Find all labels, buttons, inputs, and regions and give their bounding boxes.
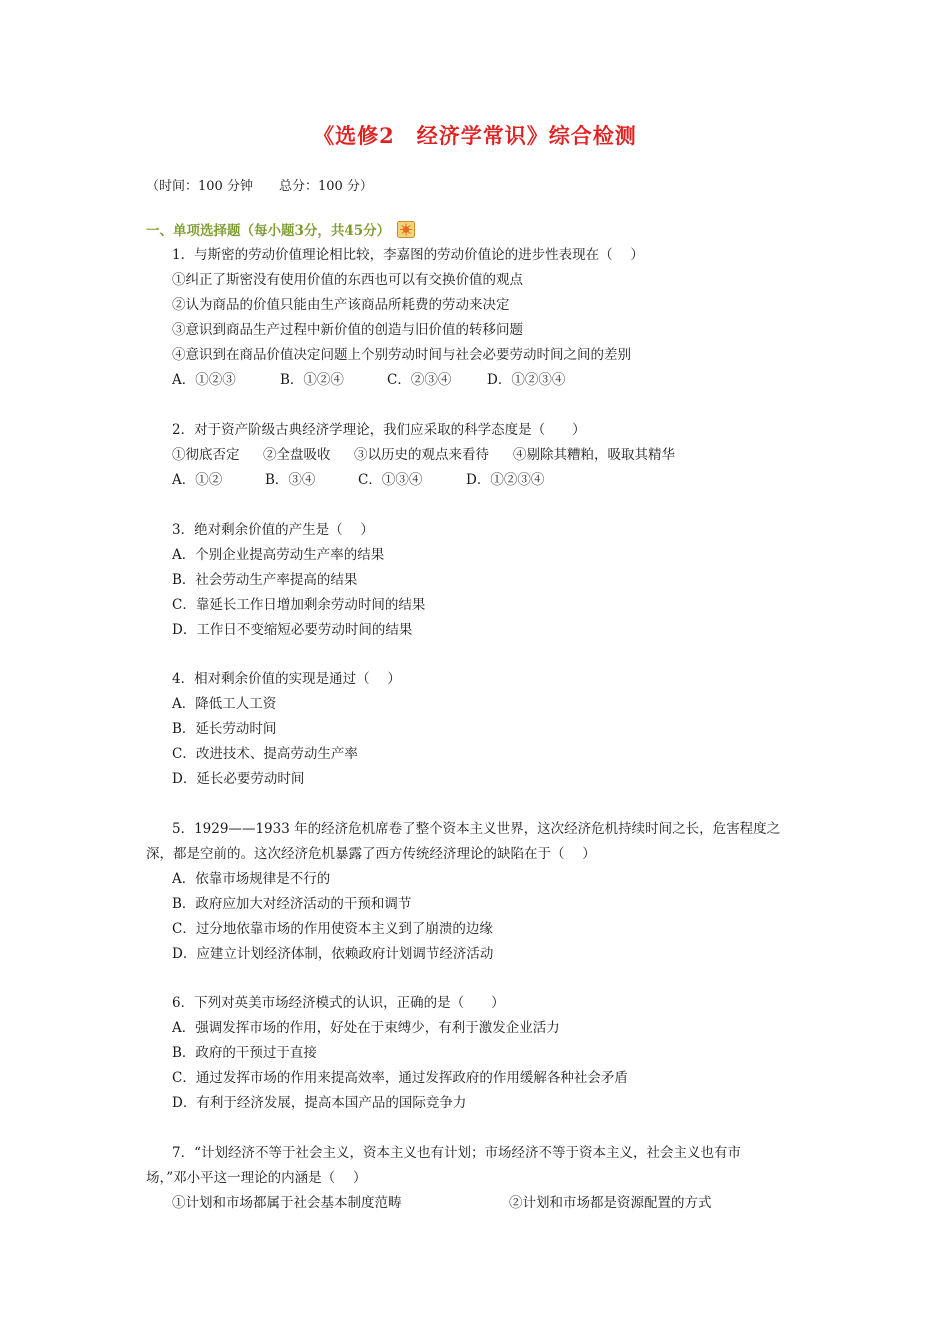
q1-options bbox=[172, 371, 565, 389]
q6-stem: 6．下列对英美市场经济模式的认识，正确的是（ ） bbox=[172, 995, 505, 1011]
q1-item: ③意识到商品生产过程中新价值的创造与旧价值的转移问题 bbox=[172, 322, 523, 338]
option-label: D．①②③④ bbox=[487, 372, 566, 388]
option-label: D．①②③④ bbox=[466, 472, 545, 488]
sparkle-badge-icon bbox=[397, 221, 415, 238]
q1-item: ①纠正了斯密没有使用价值的东西也可以有交换价值的观点 bbox=[172, 272, 523, 288]
option-label: D．延长必要劳动时间 bbox=[172, 771, 305, 787]
option-label: C．过分地依靠市场的作用使资本主义到了崩溃的边缘 bbox=[172, 921, 493, 937]
q7-item: ②计划和市场都是资源配置的方式 bbox=[509, 1195, 712, 1211]
q2-item: ③以历史的观点来看待 bbox=[354, 447, 489, 463]
q7-stem-cont: 场，”邓小平这一理论的内涵是（ ） bbox=[146, 1170, 367, 1186]
q7-stem: 7．“计划经济不等于社会主义，资本主义也有计划；市场经济不等于资本主义，社会主义也有市 bbox=[172, 1145, 741, 1161]
q1-item: ②认为商品的价值只能由生产该商品所耗费的劳动来决定 bbox=[172, 297, 510, 313]
option-label: B．政府的干预过于直接 bbox=[172, 1045, 317, 1061]
option-label: C．通过发挥市场的作用来提高效率，通过发挥政府的作用缓解各种社会矛盾 bbox=[172, 1070, 628, 1086]
q5-stem-cont: 深，都是空前的。这次经济危机暴露了西方传统经济理论的缺陷在于（ ） bbox=[146, 846, 596, 862]
option-label: A．①② bbox=[172, 472, 223, 488]
q7-item: ①计划和市场都属于社会基本制度范畴 bbox=[172, 1195, 402, 1211]
q2-item: ①彻底否定 bbox=[172, 447, 240, 463]
section-label: 一、单项选择题（每小题3分，共45分） bbox=[146, 223, 391, 239]
q2-item: ④剔除其糟粕，吸取其精华 bbox=[513, 447, 675, 463]
q2-items bbox=[172, 446, 675, 464]
q5-stem: 5．1929——1933 年的经济危机席卷了整个资本主义世界，这次经济危机持续时间之长，危害程度之 bbox=[172, 821, 781, 837]
q4-stem: 4．相对剩余价值的实现是通过（ ） bbox=[172, 671, 401, 687]
option-label: C．①③④ bbox=[358, 472, 423, 488]
option-label: B．延长劳动时间 bbox=[172, 721, 277, 737]
option-label: D．工作日不变缩短必要劳动时间的结果 bbox=[172, 622, 413, 638]
option-label: A．强调发挥市场的作用，好处在于束缚少，有利于激发企业活力 bbox=[172, 1020, 560, 1036]
q2-options bbox=[172, 471, 544, 489]
option-label: C．靠延长工作日增加剩余劳动时间的结果 bbox=[172, 597, 426, 613]
option-label: A．依靠市场规律是不行的 bbox=[172, 871, 331, 887]
option-label: C．②③④ bbox=[387, 372, 452, 388]
option-label: A．个别企业提高劳动生产率的结果 bbox=[172, 547, 385, 563]
option-label: D．有利于经济发展，提高本国产品的国际竞争力 bbox=[172, 1095, 467, 1111]
q3-stem: 3．绝对剩余价值的产生是（ ） bbox=[172, 522, 374, 538]
q1-item: ④意识到在商品价值决定问题上个别劳动时间与社会必要劳动时间之间的差别 bbox=[172, 347, 631, 363]
option-label: B．社会劳动生产率提高的结果 bbox=[172, 572, 358, 588]
option-label: B．③④ bbox=[265, 472, 316, 488]
document-title: 《选修2 经济学常识》综合检测 bbox=[313, 123, 637, 148]
q2-item: ②全盘吸收 bbox=[263, 447, 331, 463]
exam-meta: （时间：100 分钟 总分：100 分） bbox=[146, 179, 373, 194]
option-label: A．①②③ bbox=[172, 372, 236, 388]
option-label: D．应建立计划经济体制，依赖政府计划调节经济活动 bbox=[172, 946, 494, 962]
option-label: B．①②④ bbox=[280, 372, 344, 388]
q7-items bbox=[172, 1194, 712, 1212]
option-label: A．降低工人工资 bbox=[172, 696, 277, 712]
option-label: C．改进技术、提高劳动生产率 bbox=[172, 746, 358, 762]
q2-stem: 2．对于资产阶级古典经济学理论，我们应采取的科学态度是（ ） bbox=[172, 422, 586, 438]
q1-stem: 1．与斯密的劳动价值理论相比较，李嘉图的劳动价值论的进步性表现在（ ） bbox=[172, 247, 644, 263]
section-heading bbox=[146, 219, 415, 239]
option-label: B．政府应加大对经济活动的干预和调节 bbox=[172, 896, 412, 912]
